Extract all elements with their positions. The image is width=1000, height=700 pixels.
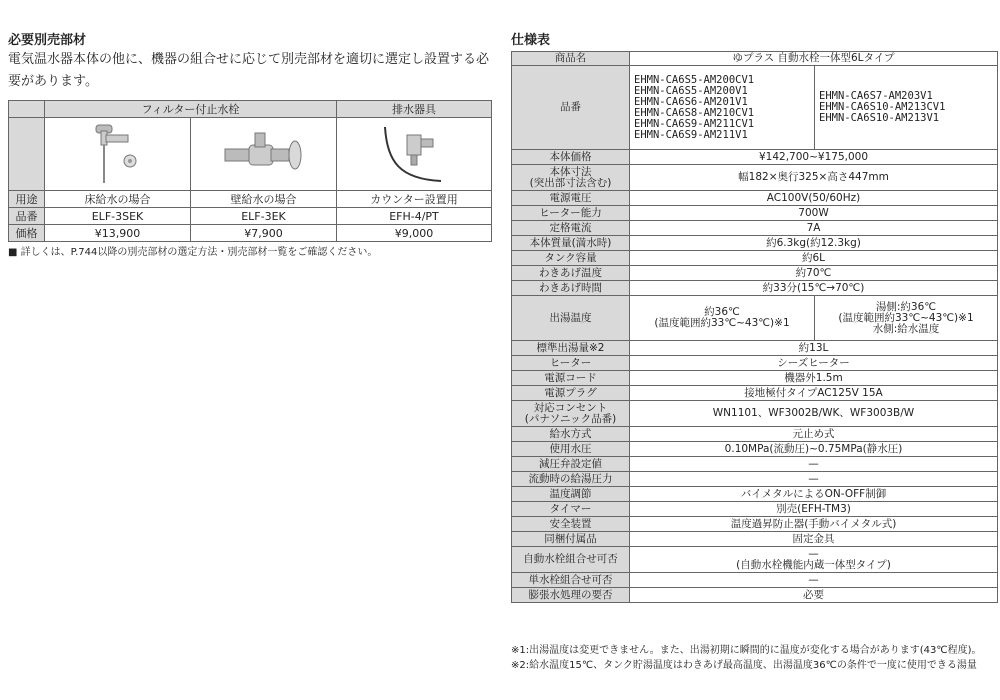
spec-row-label: 安全装置 (512, 517, 630, 532)
spec-row (512, 150, 998, 165)
spec-row-label: 温度調節 (512, 487, 630, 502)
accessories-table (8, 100, 492, 242)
spec-row-label: 同梱付属品 (512, 532, 630, 547)
spec-row-label: 自動水栓組合せ可否 (512, 547, 630, 573)
group-drain: 排水器具 (337, 101, 492, 118)
spec-title: 仕様表 (511, 33, 551, 48)
row-label-price: 価格 (9, 225, 45, 242)
model-number: EHMN-CA6S10-AM213V1 (819, 112, 940, 124)
spec-row-label: 電源電圧 (512, 191, 630, 206)
spec-row-value: 約6L (630, 251, 998, 266)
spec-row (512, 532, 998, 547)
model-list-left (630, 66, 815, 150)
outlet-temp-left (630, 296, 815, 341)
group-filter-valve: フィルター付止水栓 (45, 101, 337, 118)
footnote: ※1:出湯温度は変更できません。また、出湯初期に瞬間的に温度が変化する場合があります(43℃程度)。 (511, 645, 982, 656)
spec-row-value: シーズヒーター (630, 356, 998, 371)
spec-row (512, 517, 998, 532)
outlet-temp-text: 水側:給水温度 (872, 322, 940, 335)
spec-row (512, 236, 998, 251)
item-part: EFH-4/PT (337, 208, 492, 225)
spec-row (512, 401, 998, 427)
spec-row-label: 流動時の給湯圧力 (512, 472, 630, 487)
spec-row-value: ¥142,700~¥175,000 (630, 150, 998, 165)
accessories-title: 必要別売部材 (8, 33, 87, 48)
spec-row-label: 標準出湯量※2 (512, 341, 630, 356)
spec-row-label: 本体質量(満水時) (512, 236, 630, 251)
spec-row-label: 定格電流 (512, 221, 630, 236)
spec-row (512, 427, 998, 442)
spec-row-value: 元止め式 (630, 427, 998, 442)
spec-row (512, 356, 998, 371)
item-part: ELF-3EK (191, 208, 337, 225)
model-number: EHMN-CA6S5-AM200V1 (634, 84, 748, 97)
item-use: 床給水の場合 (45, 191, 191, 208)
spec-row (512, 573, 998, 588)
floor-valve-image (45, 118, 191, 191)
outlet-temp-text: (温度範囲約33℃~43℃)※1 (838, 311, 974, 324)
spec-row-label: タイマー (512, 502, 630, 517)
spec-table (511, 51, 998, 603)
spec-row-value: 接地極付タイプAC125V 15A (630, 386, 998, 401)
spec-row (512, 281, 998, 296)
spec-row (512, 165, 998, 191)
spec-row (512, 502, 998, 517)
spec-row (512, 472, 998, 487)
spec-row-value: — (630, 457, 998, 472)
spec-row-value: 約6.3kg(約12.3kg) (630, 236, 998, 251)
product-name-value: ゆプラス 自動水栓一体型6Lタイプ (630, 52, 998, 66)
spec-row-label: 減圧弁設定値 (512, 457, 630, 472)
model-number: EHMN-CA6S8-AM210CV1 (634, 106, 755, 119)
accessories-intro: 電気温水器本体の他に、機器の組合せに応じて別売部材を適切に選定し設置する必要があります。 (8, 52, 490, 89)
item-price: ¥7,900 (191, 225, 337, 242)
spec-row-label: タンク容量 (512, 251, 630, 266)
spec-row (512, 386, 998, 401)
spec-row-value: 固定金具 (630, 532, 998, 547)
item-price: ¥13,900 (45, 225, 191, 242)
model-number: EHMN-CA6S9-AM211V1 (634, 128, 748, 141)
item-use: カウンター設置用 (337, 191, 492, 208)
spec-row-value: 7A (630, 221, 998, 236)
spec-row-label: ヒーター能力 (512, 206, 630, 221)
outlet-temp-text: 湯側:約36℃ (875, 300, 937, 313)
spec-row (512, 547, 998, 573)
model-number: EHMN-CA6S7-AM203V1 (819, 90, 933, 102)
spec-row-label: 膨張水処理の要否 (512, 588, 630, 603)
spec-row-label: ヒーター (512, 356, 630, 371)
spec-row-value: AC100V(50/60Hz) (630, 191, 998, 206)
model-number-label: 品番 (512, 66, 630, 150)
spec-row-value: 700W (630, 206, 998, 221)
outlet-temp-right (815, 296, 998, 341)
spec-row (512, 457, 998, 472)
spec-row-label: わきあげ時間 (512, 281, 630, 296)
spec-row-label: 電源プラグ (512, 386, 630, 401)
row-label-use: 用途 (9, 191, 45, 208)
model-list-right (815, 66, 998, 150)
row-label-part: 品番 (9, 208, 45, 225)
spec-row-value: — (自動水栓機能内蔵一体型タイプ) (630, 547, 998, 573)
product-name-label: 商品名 (512, 52, 630, 66)
outlet-temp-label: 出湯温度 (512, 296, 630, 341)
spec-row (512, 442, 998, 457)
spec-row (512, 206, 998, 221)
spec-row (512, 191, 998, 206)
spec-row (512, 251, 998, 266)
spec-row-value: 0.10MPa(流動圧)~0.75MPa(静水圧) (630, 442, 998, 457)
outlet-temp-text: 約36℃ (704, 306, 740, 318)
spec-row-label: 電源コード (512, 371, 630, 386)
drain-fitting-image (337, 118, 492, 191)
spec-row-label: 単水栓組合せ可否 (512, 573, 630, 588)
spec-row (512, 221, 998, 236)
spec-row (512, 266, 998, 281)
spec-row (512, 341, 998, 356)
spec-row-value: — (630, 472, 998, 487)
spec-row-value: 約13L (630, 341, 998, 356)
item-use: 壁給水の場合 (191, 191, 337, 208)
spec-row-label: 使用水圧 (512, 442, 630, 457)
spec-row-label: 給水方式 (512, 427, 630, 442)
spec-row-label: わきあげ温度 (512, 266, 630, 281)
model-number: EHMN-CA6S10-AM213CV1 (819, 101, 946, 113)
spec-row-value: 幅182×奥行325×高さ447mm (630, 165, 998, 191)
spec-row-value: 必要 (630, 588, 998, 603)
spec-row (512, 487, 998, 502)
item-price: ¥9,000 (337, 225, 492, 242)
spec-row-value: 約70℃ (630, 266, 998, 281)
spec-row-value: 機器外1.5m (630, 371, 998, 386)
corner-cell (9, 101, 45, 118)
wall-valve-image (191, 118, 337, 191)
spec-row (512, 371, 998, 386)
spec-row (512, 588, 998, 603)
spec-row-label: 本体価格 (512, 150, 630, 165)
outlet-temp-text: (温度範囲約33℃~43℃)※1 (654, 317, 790, 329)
spec-row-value: 約33分(15℃→70℃) (630, 281, 998, 296)
spec-row-label: 対応コンセント (パナソニック品番) (512, 401, 630, 427)
model-number: EHMN-CA6S5-AM200CV1 (634, 73, 755, 86)
spec-row-value: 別売(EFH-TM3) (630, 502, 998, 517)
spec-row-value: — (630, 573, 998, 588)
model-number: EHMN-CA6S9-AM211CV1 (634, 117, 755, 130)
spec-row-value: バイメタルによるON-OFF制御 (630, 487, 998, 502)
spec-row-value: 温度過昇防止器(手動バイメタル式) (630, 517, 998, 532)
spec-row-value: WN1101、WF3002B/WK、WF3003B/W (630, 401, 998, 427)
model-number: EHMN-CA6S6-AM201V1 (634, 95, 748, 108)
spec-row-label: 本体寸法 (突出部寸法含む) (512, 165, 630, 191)
item-part: ELF-3SEK (45, 208, 191, 225)
footnote: ※2:給水温度15℃、タンク貯湯温度はわきあげ最高温度、出湯温度36℃の条件で一度に使用できる湯量 (511, 660, 977, 671)
accessories-note: ■ 詳しくは、P.744以降の別売部材の選定方法・別売部材一覧をご確認ください。 (8, 247, 378, 258)
